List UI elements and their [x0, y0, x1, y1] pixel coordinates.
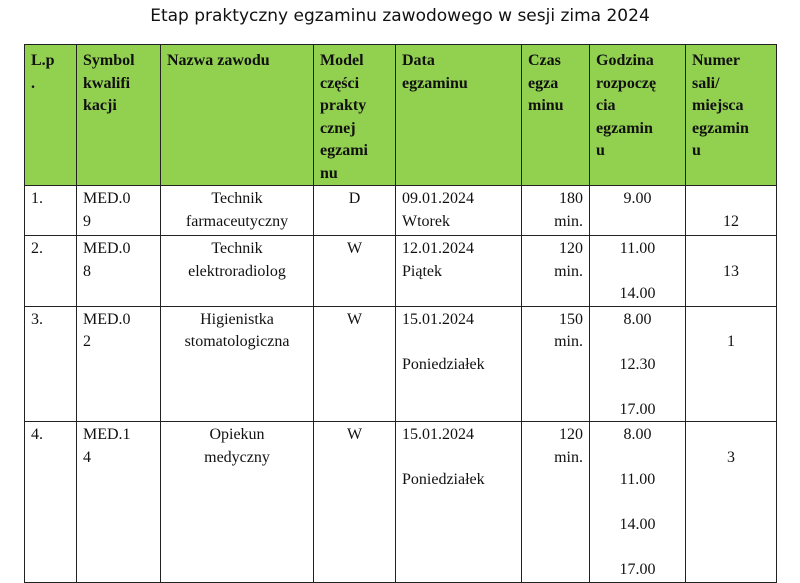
header-czas: Czas egza minu	[522, 45, 590, 186]
header-numer: Numer sali/ miejsca egzamin u	[686, 45, 777, 186]
cell-nazwa: Opiekun medyczny	[161, 422, 314, 583]
cell-nazwa: Technik farmaceutyczny	[161, 186, 314, 236]
table-header-row	[25, 45, 777, 186]
cell-nazwa: Higienistka stomatologiczna	[161, 306, 314, 422]
header-lp: L.p .	[25, 45, 77, 186]
table-row	[25, 422, 777, 583]
cell-czas: 180 min.	[522, 186, 590, 236]
cell-lp: 1.	[25, 186, 77, 236]
header-model: Model części prakty cznej egzami nu	[314, 45, 396, 186]
table-row	[25, 186, 777, 236]
cell-data: 15.01.2024 Poniedziałek	[396, 306, 522, 422]
cell-czas: 120 min.	[522, 236, 590, 307]
cell-data: 12.01.2024 Piątek	[396, 236, 522, 307]
cell-symbol: MED.0 2	[77, 306, 161, 422]
cell-lp: 2.	[25, 236, 77, 307]
table-row	[25, 236, 777, 307]
header-godzina: Godzina rozpoczę cia egzamin u	[590, 45, 686, 186]
cell-godzina: 8.00 12.30 17.00	[590, 306, 686, 422]
cell-czas: 150 min.	[522, 306, 590, 422]
cell-numer: 12	[686, 186, 777, 236]
cell-numer: 3	[686, 422, 777, 583]
cell-model: W	[314, 422, 396, 583]
cell-godzina: 11.00 14.00	[590, 236, 686, 307]
header-symbol: Symbol kwalifi kacji	[77, 45, 161, 186]
table-row	[25, 306, 777, 422]
exam-schedule-table	[24, 44, 777, 583]
cell-godzina: 9.00	[590, 186, 686, 236]
header-nazwa: Nazwa zawodu	[161, 45, 314, 186]
page-title: Etap praktyczny egzaminu zawodowego w sesji zima 2024	[150, 6, 650, 26]
cell-model: W	[314, 306, 396, 422]
cell-lp: 3.	[25, 306, 77, 422]
cell-symbol: MED.1 4	[77, 422, 161, 583]
cell-data: 09.01.2024 Wtorek	[396, 186, 522, 236]
cell-czas: 120 min.	[522, 422, 590, 583]
header-data: Data egzaminu	[396, 45, 522, 186]
cell-numer: 13	[686, 236, 777, 307]
cell-lp: 4.	[25, 422, 77, 583]
cell-nazwa: Technik elektroradiolog	[161, 236, 314, 307]
cell-symbol: MED.0 9	[77, 186, 161, 236]
cell-godzina: 8.00 11.00 14.00 17.00	[590, 422, 686, 583]
cell-model: D	[314, 186, 396, 236]
cell-model: W	[314, 236, 396, 307]
cell-symbol: MED.0 8	[77, 236, 161, 307]
cell-data: 15.01.2024 Poniedziałek	[396, 422, 522, 583]
cell-numer: 1	[686, 306, 777, 422]
